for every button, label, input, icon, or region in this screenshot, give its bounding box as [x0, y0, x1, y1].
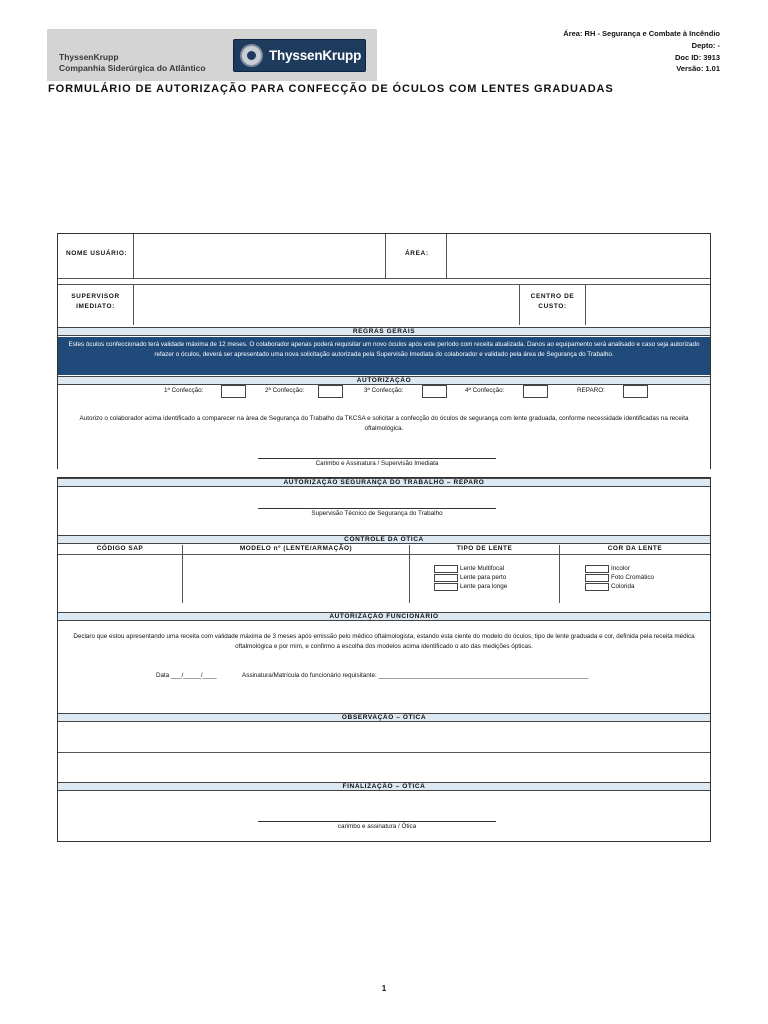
- cor-colorida-label: Colorida: [611, 583, 635, 590]
- nome-usuario-field[interactable]: [134, 234, 385, 278]
- controle-otica-header: CONTROLE DA ÓTICA: [58, 535, 710, 544]
- confeccao-2-checkbox[interactable]: [318, 385, 343, 398]
- cor-colorida-checkbox[interactable]: [585, 583, 609, 591]
- company-line-1: ThyssenKrupp: [59, 52, 119, 62]
- confeccao-4-label: 4ª Confecção:: [465, 387, 505, 394]
- cor-incolor-checkbox[interactable]: [585, 565, 609, 573]
- company-line-2: Companhia Siderúrgica do Atlântico: [59, 63, 206, 73]
- cor-fotocromatico-label: Foto Cromático: [611, 574, 655, 581]
- autorizo-text: Autorizo o colaborador acima identificado a comparecer na área de Segurança do Trabalho da TKCSA e solicitar a confecção do óculos de segurança com lente graduada, conforme necessidade identificadas na receita oftalmológica.: [79, 415, 689, 432]
- data-field[interactable]: Data ___/_____/____: [156, 672, 217, 679]
- document-title: FORMULÁRIO DE AUTORIZAÇÃO PARA CONFECÇÃO DE ÓCULOS COM LENTES GRADUADAS: [48, 83, 614, 95]
- col-codigo-sap: CÓDIGO SAP: [96, 545, 144, 552]
- meta-area: Área: RH - Segurança e Combate à Incêndio: [563, 29, 720, 38]
- modelo-field[interactable]: [183, 555, 409, 603]
- observacao-otica-header: OBSERVAÇÃO – ÓTICA: [58, 713, 710, 722]
- tipo-longe-label: Lente para longe: [460, 583, 508, 590]
- supervisor-field[interactable]: [134, 285, 519, 325]
- carimbo-otica-label: carimbo e assinatura / Ótica: [337, 823, 417, 830]
- reparo-label: REPARO:: [577, 387, 605, 394]
- brand-logo: [233, 39, 366, 72]
- page-number: 1: [381, 984, 387, 993]
- col-cor-lente: COR DA LENTE: [607, 545, 663, 552]
- nome-usuario-label: NOME USUÁRIO:: [66, 250, 128, 257]
- codigo-sap-field[interactable]: [58, 555, 182, 603]
- autorizacao-header: AUTORIZAÇÃO: [58, 376, 710, 385]
- meta-depto: Depto: -: [691, 40, 720, 50]
- supervisao-tecnico-label: Supervisão Técnico de Segurança do Trabalho: [311, 510, 443, 517]
- confeccao-3-checkbox[interactable]: [422, 385, 447, 398]
- confeccao-1-label: 1ª Confecção:: [164, 387, 204, 394]
- tipo-longe-checkbox[interactable]: [434, 583, 458, 591]
- confeccao-1-checkbox[interactable]: [221, 385, 246, 398]
- confeccao-2-label: 2ª Confecção:: [265, 387, 305, 394]
- brand-text: ThyssenKrupp: [269, 48, 362, 63]
- meta-versao: Versão: 1.01: [676, 64, 720, 74]
- confeccao-4-checkbox[interactable]: [523, 385, 548, 398]
- autorizacao-seguranca-header: AUTORIZAÇÃO SEGURANÇA DO TRABALHO – REPARO: [58, 478, 710, 487]
- cor-incolor-label: Incolor: [611, 565, 630, 572]
- declaro-text: Declaro que estou apresentando uma receita com validade máxima de 3 meses após emissão pelo médico oftalmologista, estando esta ciente do modelo do óculos, tipo de lente graduada e cor, definida pela receita médica oftalmológica e por mim, e confirmo a escolha dos modelos acima identificado o ato das medições ópticas.: [73, 633, 695, 650]
- confeccao-3-label: 3ª Confecção:: [364, 387, 404, 394]
- brand-emblem-icon: [240, 44, 263, 67]
- centro-custo-field[interactable]: [586, 285, 710, 325]
- cor-fotocromatico-checkbox[interactable]: [585, 574, 609, 582]
- authorization-form: [57, 233, 711, 842]
- regras-gerais-header: REGRAS GERAIS: [58, 327, 710, 336]
- area-label: ÁREA:: [405, 250, 429, 257]
- reparo-checkbox[interactable]: [623, 385, 648, 398]
- assinatura-funcionario-field[interactable]: Assinatura/Matrícula do funcionário requisitante: ____________________________________________________________: [242, 672, 589, 679]
- regras-gerais-text: Estes óculos confeccionado terá validade máxima de 12 meses. O colaborador apenas poderá requisitar um novo óculos após este período com receita atualizada. Danos ao equipamento será analisado e caso seja autorizado refazer o óculos, deverá ser apresentado uma nova solicitação autorizada pela Supervisão Imediata do colaborador e validado pela área de Segurança do Trabalho.: [58, 337, 710, 375]
- autorizacao-funcionario-header: AUTORIZAÇÃO FUNCIONÁRIO: [58, 612, 710, 621]
- carimbo-supervisao-label: Carimbo e Assinatura / Supervisão Imediata: [315, 460, 439, 467]
- centro-custo-label: CENTRO DE CUSTO:: [530, 293, 575, 310]
- tipo-multifocal-label: Lente Multifocal: [460, 565, 505, 572]
- area-field[interactable]: [447, 234, 710, 278]
- tipo-multifocal-checkbox[interactable]: [434, 565, 458, 573]
- tipo-perto-checkbox[interactable]: [434, 574, 458, 582]
- supervisor-label: SUPERVISOR IMEDIATO:: [71, 293, 120, 310]
- col-tipo-lente: TIPO DE LENTE: [456, 545, 513, 552]
- observacao-line-1[interactable]: [58, 723, 710, 752]
- finalizacao-otica-header: FINALIZAÇÃO – ÓTICA: [58, 782, 710, 791]
- document-meta: [563, 28, 720, 75]
- meta-doc-id: Doc ID: 3913: [674, 52, 720, 62]
- tipo-perto-label: Lente para perto: [460, 574, 507, 581]
- company-name: [59, 52, 206, 74]
- observacao-line-2[interactable]: [58, 753, 710, 782]
- col-modelo: MODELO nº (LENTE/ARMAÇÃO): [239, 545, 353, 552]
